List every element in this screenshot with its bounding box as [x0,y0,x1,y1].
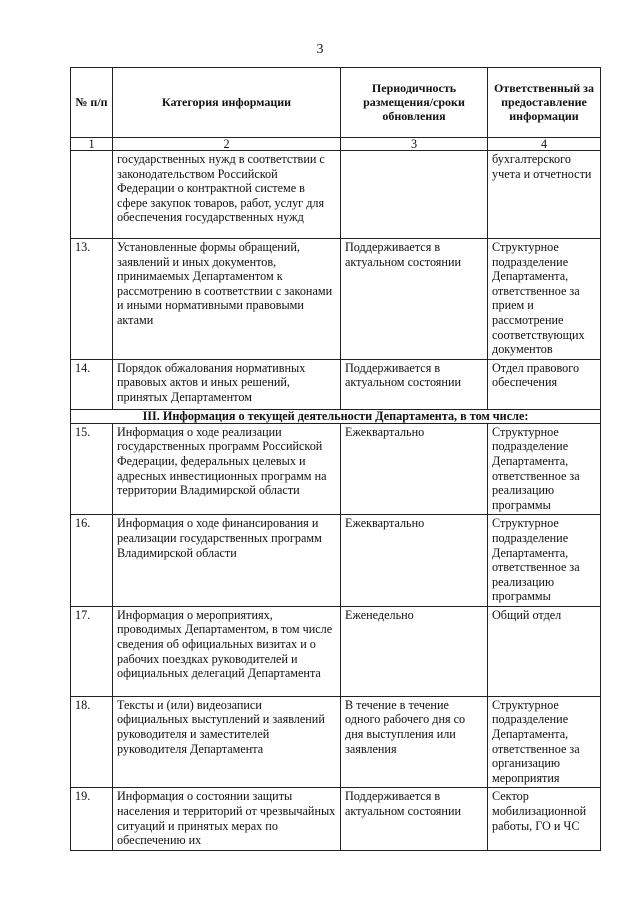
table-row [71,696,601,788]
column-index: 4 [488,138,601,151]
row-number [71,151,113,239]
table-row [71,606,601,696]
row-number: 18. [71,696,113,788]
column-index: 3 [341,138,488,151]
row-number: 17. [71,606,113,696]
table-row [71,788,601,850]
column-index: 1 [71,138,113,151]
row-period: Поддерживается в актуальном состоянии [341,788,488,850]
table-header-row [71,68,601,138]
row-number: 13. [71,239,113,360]
row-number: 19. [71,788,113,850]
row-period: Ежеквартально [341,515,488,607]
row-period: Поддерживается в актуальном состоянии [341,359,488,409]
table-row [71,239,601,360]
header-number: № п/п [71,68,113,138]
row-period: Еженедельно [341,606,488,696]
header-category: Категория информации [113,68,341,138]
table-row [71,151,601,239]
row-responsible: бухгалтерского учета и отчетности [488,151,601,239]
row-category: государственных нужд в соответствии с законодательством Российской Федерации о контрактной системе в сфере закупок товаров, работ, услуг для обеспечения государственных нужд [113,151,341,239]
row-category: Порядок обжалования нормативных правовых актов и иных решений, принятых Департаментом [113,359,341,409]
row-category: Информация о состоянии защиты населения и территорий от чрезвычайных ситуаций и принятых мерах по обеспечению их [113,788,341,850]
row-responsible: Структурное подразделение Департамента, ответственное за организацию мероприятия [488,696,601,788]
row-number: 14. [71,359,113,409]
row-responsible: Общий отдел [488,606,601,696]
row-number: 15. [71,423,113,515]
row-responsible: Структурное подразделение Департамента, ответственное за прием и рассмотрение соответствующих документов [488,239,601,360]
row-period: Ежеквартально [341,423,488,515]
row-responsible: Отдел правового обеспечения [488,359,601,409]
row-category: Тексты и (или) видеозаписи официальных выступлений и заявлений руководителя и заместителей руководителя Департамента [113,696,341,788]
row-category: Информация о ходе финансирования и реализации государственных программ Владимирской области [113,515,341,607]
row-category: Установленные формы обращений, заявлений и иных документов, принимаемых Департаментом к рассмотрению в соответствии с законами и иными нормативными правовыми актами [113,239,341,360]
row-period [341,151,488,239]
column-index: 2 [113,138,341,151]
row-responsible: Структурное подразделение Департамента, ответственное за реализацию программы [488,423,601,515]
section-title: III. Информация о текущей деятельности Департамента, в том числе: [71,409,601,423]
section-row [71,409,601,423]
header-periodicity: Периодичность размещения/сроки обновления [341,68,488,138]
page-number: 3 [316,42,324,57]
table-row [71,515,601,607]
table-row [71,423,601,515]
row-period: В течение в течение одного рабочего дня со дня выступления или заявления [341,696,488,788]
information-register-table [70,67,601,851]
header-responsible: Ответственный за предоставление информации [488,68,601,138]
row-number: 16. [71,515,113,607]
row-category: Информация о мероприятиях, проводимых Департаментом, в том числе сведения об официальных визитах и о рабочих поездках руководителей и официальных делегаций Департамента [113,606,341,696]
column-index-row [71,138,601,151]
row-period: Поддерживается в актуальном состоянии [341,239,488,360]
row-responsible: Структурное подразделение Департамента, ответственное за реализацию программы [488,515,601,607]
row-category: Информация о ходе реализации государственных программ Российской Федерации, федеральных целевых и адресных инвестиционных программ на территории Владимирской области [113,423,341,515]
row-responsible: Сектор мобилизационной работы, ГО и ЧС [488,788,601,850]
table-row [71,359,601,409]
